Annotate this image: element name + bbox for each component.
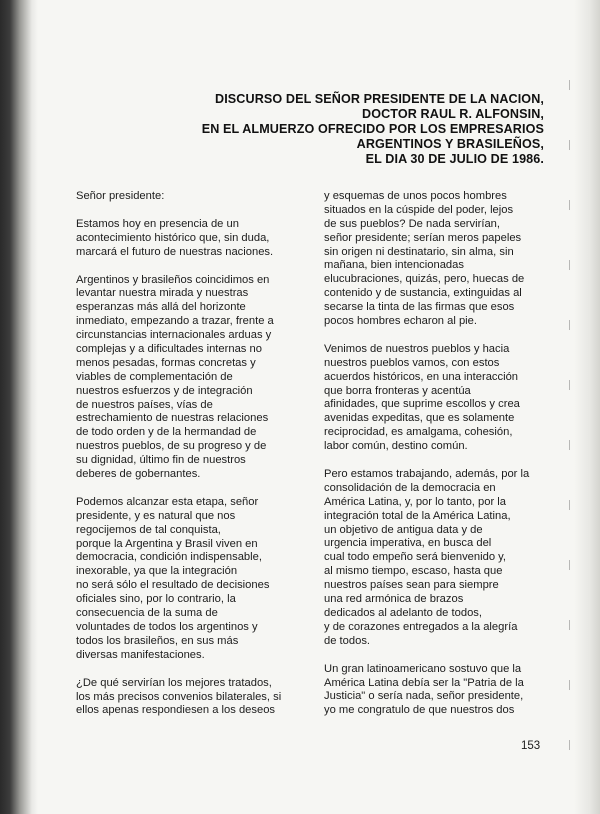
text-line: América Latina debía ser la "Patria de la <box>324 676 524 689</box>
text-line: regocijemos de tal conquista, <box>76 523 221 536</box>
text-line: ellos apenas respondiesen a los deseos <box>76 704 276 717</box>
text-line: porque la Argentina y Brasil viven en <box>76 537 258 550</box>
heading-line: EN EL ALMUERZO OFRECIDO POR LOS EMPRESARIOS <box>201 122 544 136</box>
text-line: al mismo tiempo, escaso, hasta que <box>324 565 503 578</box>
paragraph <box>324 190 540 329</box>
heading-line: EL DIA 30 DE JULIO DE 1986. <box>365 152 544 166</box>
paragraph <box>76 677 288 719</box>
text-line: Estamos hoy en presencia de un <box>76 217 239 230</box>
text-line: consecuencia de la suma de <box>76 607 218 620</box>
text-line: nuestros pueblos, de su progreso y de <box>76 440 267 453</box>
text-line: inexorable, ya que la integración <box>76 565 238 578</box>
salutation <box>76 190 288 204</box>
text-line: nuestros países sean para siempre <box>324 579 499 592</box>
text-line: su dignidad, último fin de nuestros <box>76 454 246 467</box>
text-line: presidente, y es natural que nos <box>76 509 236 522</box>
text-line: elucubraciones, quizás, pero, huecas de <box>324 273 525 286</box>
text-line: diversas manifestaciones. <box>76 648 205 661</box>
paragraph <box>76 274 288 482</box>
paragraph <box>324 343 540 454</box>
text-line: América Latina, y, por lo tanto, por la <box>324 495 506 508</box>
heading-line: DOCTOR RAUL R. ALFONSIN, <box>362 107 544 121</box>
text-line: Argentinos y brasileños coincidimos en <box>76 273 270 286</box>
text-line: ¿De qué servirían los mejores tratados, <box>76 676 272 689</box>
page-edge-shadow <box>574 0 600 814</box>
heading-line: DISCURSO DEL SEÑOR PRESIDENTE DE LA NACION, <box>215 92 544 106</box>
text-line: mañana, bien intencionadas <box>324 259 464 272</box>
text-line: de todo orden y de la hermandad de <box>76 426 257 439</box>
heading-line: ARGENTINOS Y BRASILEÑOS, <box>356 137 544 151</box>
text-line: inmediato, empezando a trazar, frente a <box>76 315 274 328</box>
text-line: pocos hombres echaron al pie. <box>324 315 477 328</box>
text-line: urgencia imperativa, en busca del <box>324 537 492 550</box>
text-line: y de corazones entregados a la alegría <box>324 620 518 633</box>
text-line: de nuestros países, vías de <box>76 398 213 411</box>
book-binding-shadow <box>0 0 38 814</box>
text-line: afinidades, que suprime escollos y crea <box>324 398 520 411</box>
text-line: esperanzas más allá del horizonte <box>76 301 246 314</box>
paragraph <box>76 218 288 260</box>
text-line: estrechamiento de nuestras relaciones <box>76 412 269 425</box>
text-line: Señor presidente: <box>76 190 165 202</box>
text-line: oficiales sino, por lo contrario, la <box>76 593 236 606</box>
text-line: Un gran latinoamericano sostuvo que la <box>324 662 522 675</box>
text-line: señor presidente; serían meros papeles <box>324 231 522 244</box>
text-line: que borra fronteras y acentúa <box>324 384 471 397</box>
text-line: nuestros pueblos vamos, con estos <box>324 356 500 369</box>
text-line: Venimos de nuestros pueblos y hacia <box>324 342 510 355</box>
text-line: acuerdos históricos, en una interacción <box>324 370 519 383</box>
text-line: circunstancias internacionales arduas y <box>76 329 272 342</box>
text-line: dedicados al adelanto de todos, <box>324 606 482 619</box>
text-line: menos pesadas, formas concretas y <box>76 356 256 369</box>
text-line: no será sólo el resultado de decisiones <box>76 579 270 592</box>
text-line: nuestros esfuerzos y de integración <box>76 384 253 397</box>
text-line: cual todo empeño será bienvenido y, <box>324 551 507 564</box>
text-line: acontecimiento histórico que, sin duda, <box>76 231 270 244</box>
text-line: democracia, condición indispensable, <box>76 551 262 564</box>
page-number: 153 <box>521 740 541 752</box>
left-text-column <box>76 190 288 718</box>
paragraph <box>324 468 540 649</box>
right-text-column <box>324 190 540 718</box>
text-line: de sus pueblos? De nada servirían, <box>324 217 501 230</box>
text-line: avenidas expeditas, que es solamente <box>324 412 515 425</box>
text-line: deberes de gobernantes. <box>76 468 201 481</box>
text-line: contenido y de sustancia, extinguidas al <box>324 287 522 300</box>
text-line: integración total de la América Latina, <box>324 509 511 522</box>
text-line: Justicia" o sería nada, señor presidente, <box>324 690 524 703</box>
text-line: sin origen ni destinatario, sin alma, sin <box>324 245 514 258</box>
text-line: reciprocidad, es amalgama, cohesión, <box>324 426 513 439</box>
scan-edge-marks <box>569 80 570 760</box>
text-line: Pero estamos trabajando, además, por la <box>324 468 530 481</box>
text-line: todos los brasileños, en sus más <box>76 634 239 647</box>
text-line: una red armónica de brazos <box>324 593 464 606</box>
text-line: yo me congratulo de que nuestros dos <box>324 704 515 717</box>
text-line: los más precisos convenios bilaterales, si <box>76 690 282 703</box>
text-line: marcará el futuro de nuestras naciones. <box>76 245 274 258</box>
speech-heading <box>120 92 544 167</box>
text-line: labor común, destino común. <box>324 440 468 453</box>
text-line: viables de complementación de <box>76 370 233 383</box>
text-line: de todos. <box>324 634 371 647</box>
text-line: secarse la tinta de las firmas que esos <box>324 301 515 314</box>
text-line: Podemos alcanzar esta etapa, señor <box>76 495 259 508</box>
text-line: situados en la cúspide del poder, lejos <box>324 203 514 216</box>
text-line: levantar nuestra mirada y nuestras <box>76 287 249 300</box>
text-line: voluntades de todos los argentinos y <box>76 620 258 633</box>
text-line: consolidación de la democracia en <box>324 481 496 494</box>
text-line: y esquemas de unos pocos hombres <box>324 190 507 202</box>
text-line: un objetivo de antigua data y de <box>324 523 483 536</box>
paragraph <box>76 496 288 663</box>
text-line: complejas y a dificultades internas no <box>76 343 262 356</box>
paragraph <box>324 663 540 719</box>
